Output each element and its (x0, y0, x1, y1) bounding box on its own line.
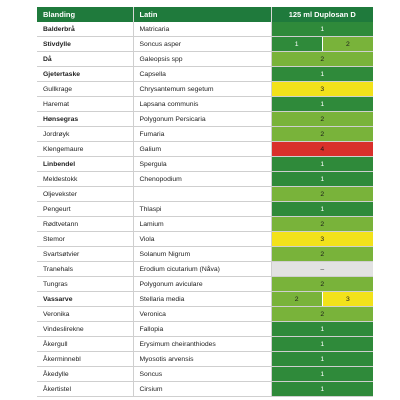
table-row (37, 322, 373, 337)
rating-cell (271, 37, 373, 52)
rating-cell (271, 337, 373, 352)
rating-cell (271, 97, 373, 112)
weed-name-cell: Balderbrå (37, 22, 133, 37)
weed-name-cell: Meldestokk (37, 172, 133, 187)
table-row (37, 172, 373, 187)
latin-name-cell: Solanum Nigrum (133, 247, 271, 262)
weed-name-cell: Vindeslirekne (37, 322, 133, 337)
table-row (37, 22, 373, 37)
header-blanding: Blanding (37, 7, 133, 22)
weed-name-cell: Tungras (37, 277, 133, 292)
header-latin: Latin (133, 7, 271, 22)
latin-name-cell: Chenopodium (133, 172, 271, 187)
table-row (37, 202, 373, 217)
rating-badge: 4 (272, 142, 374, 156)
rating-cell (271, 262, 373, 277)
rating-cell (271, 277, 373, 292)
table-row (37, 112, 373, 127)
table-row (37, 97, 373, 112)
rating-badge: 2 (272, 277, 374, 291)
table-row (37, 337, 373, 352)
rating-cell (271, 157, 373, 172)
rating-cell (271, 22, 373, 37)
weed-name-cell: Gjetertaske (37, 67, 133, 82)
weed-name-cell: Jordrøyk (37, 127, 133, 142)
latin-name-cell: Fallopia (133, 322, 271, 337)
weed-name-cell: Pengeurt (37, 202, 133, 217)
rating-badge: 3 (272, 232, 374, 246)
latin-name-cell: Cirsium (133, 382, 271, 397)
latin-name-cell (133, 187, 271, 202)
weed-name-cell: Stemor (37, 232, 133, 247)
latin-name-cell: Soncus (133, 367, 271, 382)
latin-name-cell: Galeopsis spp (133, 52, 271, 67)
rating-badge: 3 (272, 82, 374, 96)
table-row (37, 82, 373, 97)
rating-cell (271, 112, 373, 127)
rating-badge: 2 (272, 187, 374, 201)
rating-badge: 1 (272, 352, 374, 366)
table-row (37, 307, 373, 322)
weed-name-cell: Oljevekster (37, 187, 133, 202)
latin-name-cell: Spergula (133, 157, 271, 172)
rating-badge: 1 (272, 22, 374, 36)
weed-effect-table (37, 7, 373, 397)
latin-name-cell: Veronica (133, 307, 271, 322)
latin-name-cell: Myosotis arvensis (133, 352, 271, 367)
rating-cell (271, 247, 373, 262)
latin-name-cell: Matricaria (133, 22, 271, 37)
weed-name-cell: Haremat (37, 97, 133, 112)
rating-badge: 1 (272, 37, 322, 51)
table-row (37, 367, 373, 382)
rating-cell (271, 292, 373, 307)
rating-cell (271, 172, 373, 187)
table-row (37, 52, 373, 67)
rating-badge: 2 (272, 112, 374, 126)
weed-name-cell: Stivdylle (37, 37, 133, 52)
rating-badge: 2 (272, 52, 374, 66)
rating-badge: 2 (272, 307, 374, 321)
table-row (37, 187, 373, 202)
rating-cell (271, 202, 373, 217)
latin-name-cell: Soncus asper (133, 37, 271, 52)
rating-badge: 2 (272, 292, 322, 306)
table-row (37, 277, 373, 292)
rating-cell (271, 322, 373, 337)
weed-name-cell: Vassarve (37, 292, 133, 307)
rating-cell (271, 127, 373, 142)
rating-badge: 2 (322, 37, 373, 51)
rating-cell (271, 52, 373, 67)
table-row (37, 382, 373, 397)
latin-name-cell: Lapsana communis (133, 97, 271, 112)
rating-badge: – (272, 262, 374, 276)
weed-name-cell: Rødtvetann (37, 217, 133, 232)
rating-cell (271, 217, 373, 232)
weed-name-cell: Åkertistel (37, 382, 133, 397)
latin-name-cell: Thlaspi (133, 202, 271, 217)
rating-badge: 2 (272, 247, 374, 261)
weed-name-cell: Tranehals (37, 262, 133, 277)
weed-name-cell: Hønsegras (37, 112, 133, 127)
rating-badge: 1 (272, 172, 374, 186)
rating-badge: 2 (272, 127, 374, 141)
rating-cell (271, 67, 373, 82)
weed-name-cell: Åkedylle (37, 367, 133, 382)
table-row (37, 127, 373, 142)
latin-name-cell: Stellaria media (133, 292, 271, 307)
latin-name-cell: Capsella (133, 67, 271, 82)
weed-name-cell: Linbendel (37, 157, 133, 172)
weed-name-cell: Klengemaure (37, 142, 133, 157)
table-row (37, 292, 373, 307)
latin-name-cell: Fumaria (133, 127, 271, 142)
rating-cell (271, 382, 373, 397)
table-row (37, 157, 373, 172)
rating-cell (271, 82, 373, 97)
weed-name-cell: Veronika (37, 307, 133, 322)
rating-badge: 3 (322, 292, 373, 306)
weed-name-cell: Då (37, 52, 133, 67)
rating-badge: 1 (272, 337, 374, 351)
rating-cell (271, 187, 373, 202)
rating-badge: 1 (272, 382, 374, 396)
latin-name-cell: Chrysantemum segetum (133, 82, 271, 97)
weed-name-cell: Svartsøtvier (37, 247, 133, 262)
table-row (37, 232, 373, 247)
weed-name-cell: Gullkrage (37, 82, 133, 97)
rating-cell (271, 352, 373, 367)
weed-name-cell: Åkergull (37, 337, 133, 352)
weed-name-cell: Åkerminnebl (37, 352, 133, 367)
rating-cell (271, 232, 373, 247)
latin-name-cell: Erodium cicutarium (Nåva) (133, 262, 271, 277)
latin-name-cell: Polygonum Persicaria (133, 112, 271, 127)
rating-badge: 1 (272, 367, 374, 381)
rating-cell (271, 142, 373, 157)
table-row (37, 262, 373, 277)
latin-name-cell: Erysimum cheiranthiodes (133, 337, 271, 352)
table-row (37, 67, 373, 82)
rating-badge: 1 (272, 97, 374, 111)
rating-cell (271, 307, 373, 322)
table-header-row (37, 7, 373, 22)
table-row (37, 217, 373, 232)
latin-name-cell: Galium (133, 142, 271, 157)
table-row (37, 142, 373, 157)
latin-name-cell: Viola (133, 232, 271, 247)
rating-badge: 1 (272, 202, 374, 216)
rating-badge: 1 (272, 322, 374, 336)
table-row (37, 37, 373, 52)
rating-badge: 2 (272, 217, 374, 231)
latin-name-cell: Lamium (133, 217, 271, 232)
rating-cell (271, 367, 373, 382)
table-row (37, 352, 373, 367)
latin-name-cell: Polygonum aviculare (133, 277, 271, 292)
header-dose: 125 ml Duplosan D (271, 7, 373, 22)
table-row (37, 247, 373, 262)
rating-badge: 1 (272, 67, 374, 81)
rating-badge: 1 (272, 157, 374, 171)
table-body (37, 22, 373, 397)
